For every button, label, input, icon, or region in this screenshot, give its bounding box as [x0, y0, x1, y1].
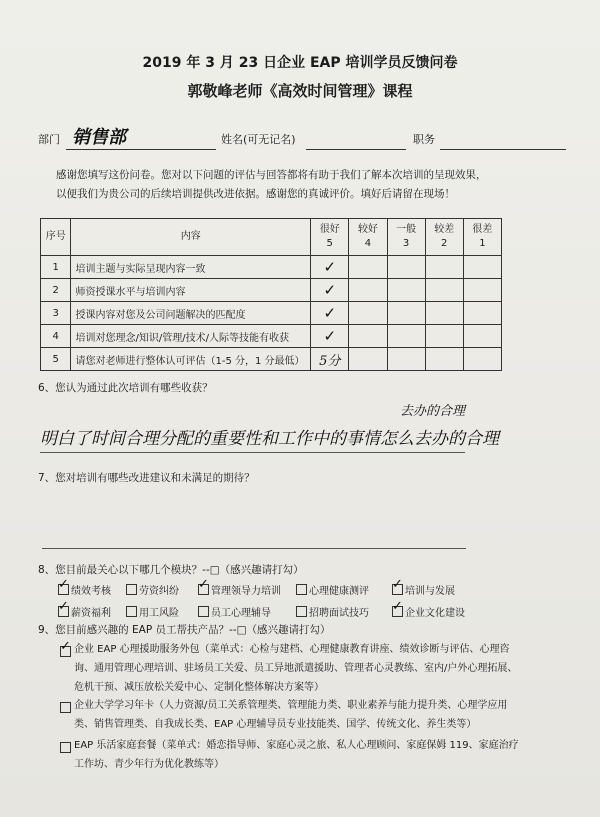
intro-text: 感谢您填写这份问卷。您对以下问题的评估与回答都将有助于我们了解本次培训的呈现效果，以便我们为贵公司的后续培训提供改进依据。感谢您的真诚评价。填好后请留在现场！ — [56, 169, 487, 200]
rating-cell[interactable] — [349, 325, 387, 348]
rating-cell[interactable] — [463, 256, 501, 279]
row-number: 5 — [41, 348, 71, 371]
rating-cell[interactable] — [349, 256, 387, 279]
respondent-fields — [38, 128, 566, 150]
option-item[interactable] — [198, 582, 281, 597]
row-number: 2 — [41, 279, 71, 302]
option-label: 用工风险 — [139, 608, 179, 619]
header-col — [349, 219, 387, 256]
rating-cell[interactable] — [349, 348, 387, 371]
rating-cell[interactable] — [463, 302, 501, 325]
header-content: 内容 — [71, 219, 311, 256]
checkbox[interactable] — [198, 584, 209, 595]
table-row — [41, 302, 502, 325]
option-item[interactable] — [198, 604, 271, 619]
option-item[interactable] — [58, 604, 111, 619]
product-item: 企业大学学习年卡（人力资源/员工关系管理类、管理能力类、职业素养与能力提升类、心理学应用类、销售管理类、自我成长类、EAP 心理辅导员专业技能类、国学、传统文化、养生类等） — [74, 700, 508, 730]
option-item[interactable] — [126, 582, 179, 597]
product-item: 企业 EAP 心理援助服务外包（菜单式：心检与建档、心理健康教育讲座、绩效诊断与评估、心理咨询、通用管理心理培训、驻场员工关爱、员工异地派遣援助、管理者心灵教练、室内/户外心理拓展、危机干预、减压放松关爱中心、定制化整体解决方案等） — [74, 644, 518, 693]
checkbox[interactable] — [60, 702, 71, 713]
question-9: 9、您目前感兴趣的 EAP 员工帮扶产品？--□（感兴趣请打勾） — [38, 624, 331, 636]
answer-6[interactable]: 明白了时间合理分配的重要性和工作中的事情怎么去办的合理 — [40, 429, 499, 449]
name-label: 姓名(可无记名) — [221, 133, 296, 146]
option-item[interactable] — [392, 582, 455, 597]
name-underline — [306, 149, 406, 150]
checkbox[interactable] — [60, 742, 71, 753]
option-item[interactable] — [296, 582, 369, 597]
answer-7-line[interactable] — [42, 548, 466, 549]
row-number: 1 — [41, 256, 71, 279]
col-label: 较好 — [357, 224, 378, 235]
rating-cell[interactable] — [463, 325, 501, 348]
col-score: 5 — [326, 238, 333, 249]
col-score: 4 — [364, 238, 372, 249]
option-label: 管理领导力培训 — [211, 586, 281, 597]
checkbox[interactable] — [392, 606, 403, 617]
rating-cell[interactable] — [349, 279, 387, 302]
dept-underline — [66, 149, 216, 150]
option-label: 薪资福利 — [71, 608, 111, 619]
rating-cell[interactable] — [425, 279, 463, 302]
option-item[interactable] — [296, 604, 369, 619]
row-number: 4 — [41, 325, 71, 348]
table-row — [41, 348, 502, 371]
position-underline — [440, 149, 566, 150]
row-number: 3 — [41, 302, 71, 325]
position-label: 职务 — [413, 133, 435, 146]
question-6: 6、您认为通过此次培训有哪些收获？ — [38, 382, 213, 394]
rating-cell[interactable] — [387, 348, 425, 371]
option-label: 培训与发展 — [405, 586, 455, 597]
checkbox[interactable] — [296, 606, 307, 617]
answer-6-note: 去办的合理 — [400, 404, 466, 419]
question-8: 8、您目前最关心以下哪几个模块？--□（感兴趣请打勾） — [38, 564, 304, 576]
rating-table — [40, 218, 502, 371]
header-col — [463, 219, 501, 256]
table-row — [41, 325, 502, 348]
checkbox[interactable] — [392, 584, 403, 595]
col-label: 很差 — [472, 224, 493, 235]
header-col — [387, 219, 425, 256]
col-score: 3 — [402, 238, 410, 249]
option-item[interactable] — [58, 582, 111, 597]
row-text: 师资授课水平与培训内容 — [71, 279, 311, 302]
answer-6-line — [40, 452, 465, 453]
option-label: 企业文化建设 — [405, 608, 465, 619]
question-7: 7、您对培训有哪些改进建议和未满足的期待？ — [38, 472, 255, 484]
row-text: 授课内容对您及公司问题解决的匹配度 — [71, 302, 311, 325]
rating-mark[interactable]: ✓ — [311, 256, 349, 279]
rating-cell[interactable] — [425, 325, 463, 348]
product-item: EAP 乐活家庭套餐（菜单式：婚恋指导师、家庭心灵之旅、私人心理顾问、家庭保姆 119、家庭治疗工作坊、青少年行为优化教练等） — [74, 740, 519, 770]
rating-header-row — [41, 219, 502, 256]
overall-score[interactable]: 5分 — [311, 348, 349, 371]
rating-cell[interactable] — [349, 302, 387, 325]
col-label: 较差 — [434, 224, 455, 235]
rating-mark[interactable]: ✓ — [311, 279, 349, 302]
option-label: 招聘面试技巧 — [309, 608, 369, 619]
header-col — [425, 219, 463, 256]
rating-mark[interactable]: ✓ — [311, 302, 349, 325]
checkbox[interactable] — [198, 606, 209, 617]
rating-cell[interactable] — [463, 279, 501, 302]
questionnaire-title: 2019 年 3 月 23 日企业 EAP 培训学员反馈问卷 — [142, 55, 458, 71]
col-score: 2 — [441, 238, 448, 249]
option-item[interactable] — [126, 604, 179, 619]
checkbox[interactable] — [60, 646, 71, 657]
rating-cell[interactable] — [425, 348, 463, 371]
dept-label: 部门 — [38, 133, 60, 146]
rating-cell[interactable] — [387, 256, 425, 279]
rating-cell[interactable] — [463, 348, 501, 371]
col-label: 一般 — [396, 224, 417, 235]
row-text: 培训主题与实际呈现内容一致 — [71, 256, 311, 279]
table-row — [41, 256, 502, 279]
rating-cell[interactable] — [387, 325, 425, 348]
header-col — [311, 219, 349, 256]
row-text: 培训对您理念/知识/管理/技术/人际等技能有收获 — [71, 325, 311, 348]
checkbox[interactable] — [296, 584, 307, 595]
option-label: 心理健康测评 — [309, 586, 369, 597]
course-title: 郭敬峰老师《高效时间管理》课程 — [187, 82, 413, 100]
option-label: 员工心理辅导 — [211, 608, 271, 619]
rating-cell[interactable] — [425, 256, 463, 279]
col-label: 很好 — [319, 224, 340, 235]
col-score: 1 — [479, 238, 486, 249]
checkbox[interactable] — [126, 606, 137, 617]
header-seq: 序号 — [41, 219, 71, 256]
option-label: 绩效考核 — [71, 586, 111, 597]
rating-cell[interactable] — [387, 279, 425, 302]
checkbox[interactable] — [58, 584, 69, 595]
rating-cell[interactable] — [425, 302, 463, 325]
rating-cell[interactable] — [387, 302, 425, 325]
checkbox[interactable] — [126, 584, 137, 595]
option-label: 劳资纠纷 — [139, 586, 179, 597]
option-item[interactable] — [392, 604, 465, 619]
table-row — [41, 279, 502, 302]
checkbox[interactable] — [58, 606, 69, 617]
dept-value: 销售部 — [72, 127, 126, 148]
rating-mark[interactable]: ✓ — [311, 325, 349, 348]
row-text: 请您对老师进行整体认可评估（1-5 分，1 分最低） — [71, 348, 311, 371]
